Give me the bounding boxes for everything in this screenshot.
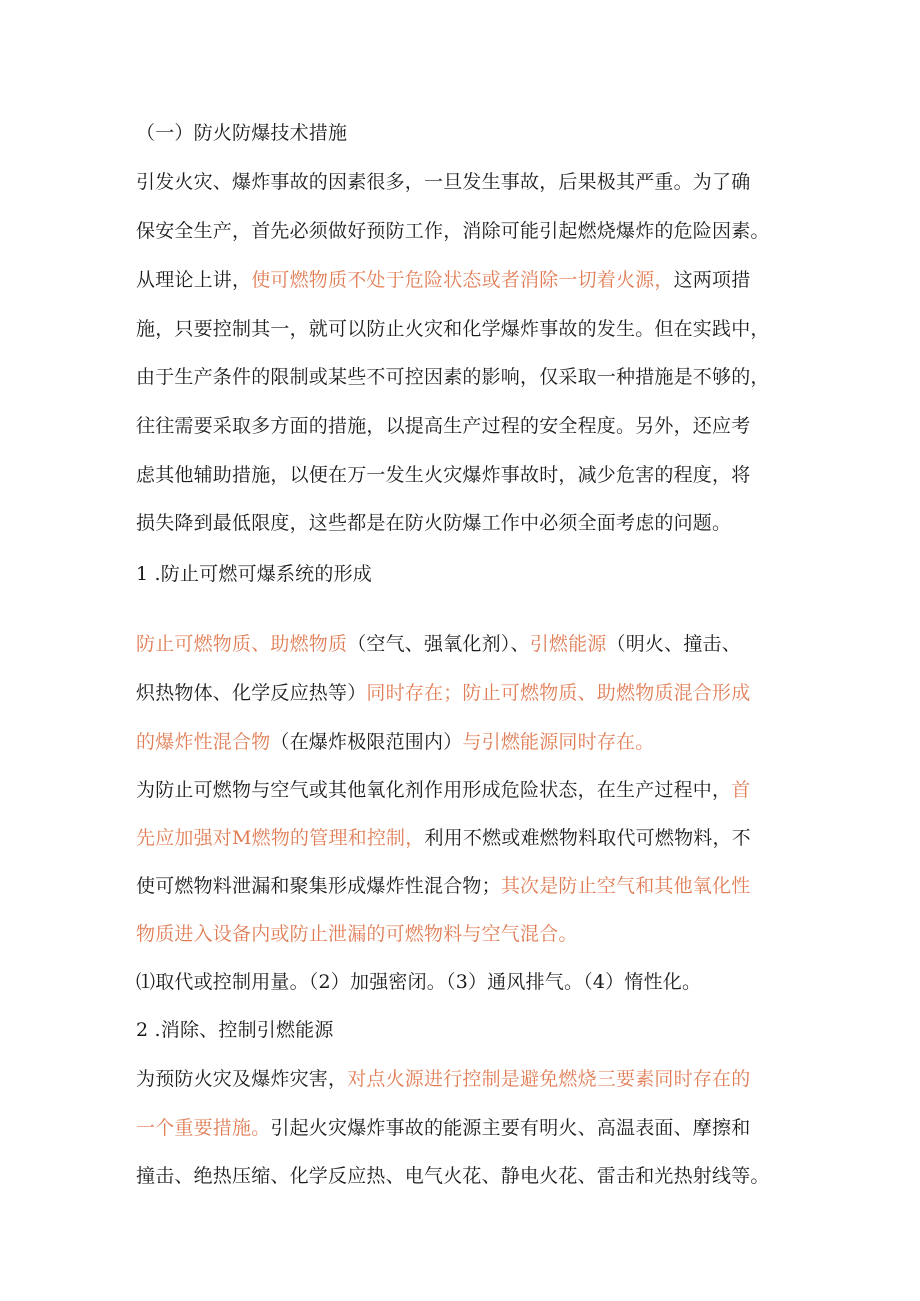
paragraph-line [136,1116,796,1140]
text-span: 引起火灾爆炸事故的能源主要有明火、高温表面、摩擦和 [270,1117,751,1139]
text-span: 从理论上讲， [136,269,252,291]
text-span: 为防止可燃物与空气或其他氧化剂作用形成危险状态，在生产过程中， [136,779,732,801]
highlighted-text: 对点火源进行控制是避免燃烧三要素同时存在的 [347,1068,751,1090]
highlighted-text: 一个重要措施。 [136,1117,271,1139]
paragraph-line: 损失降到最低限度，这些都是在防火防爆工作中必须全面考虑的问题。 [136,512,732,534]
paragraph-line: 虑其他辅助措施，以便在万一发生火灾爆炸事故时，减少危害的程度，将 [136,464,751,486]
measures-list: ⑴取代或控制用量。（2）加强密闭。（3）通风排气。（4）惰性化。 [136,971,702,993]
highlighted-text: 先应加强对M燃物的管理和控制， [136,827,425,849]
highlighted-text: 引燃能源 [529,633,607,655]
paragraph-line [136,778,796,802]
highlighted-text: 使可燃物质不处于危险状态或者消除一切着火源， [251,269,674,291]
paragraph-line [136,681,796,705]
paragraph-line: 保安全生产，首先必须做好预防工作，消除可能引起燃烧爆炸的危险因素。 [136,220,770,242]
paragraph-line: 引发火灾、爆炸事故的因素很多，一旦发生事故，后果极其严重。为了确 [136,171,751,193]
paragraph-line [136,1067,796,1091]
text-span: 这两项措 [673,269,751,291]
paragraph-line: 物质进入设备内或防止泄漏的可燃物料与空气混合。 [136,923,578,945]
paragraph-line: 施，只要控制其一，就可以防止火灾和化学爆炸事故的发生。但在实践中， [136,318,770,340]
paragraph-line [136,268,796,292]
highlighted-text: 首 [731,779,751,801]
text-span: （明火、撞击、 [606,633,741,655]
paragraph-line: 往往需要采取多方面的措施，以提高生产过程的安全程度。另外，还应考 [136,415,751,437]
text-span: 利用不燃或难燃物料取代可燃物料，不 [424,827,751,849]
paragraph-line [136,730,796,754]
subheading-1: 1 .防止可燃可爆系统的形成 [136,563,372,585]
paragraph-line: 由于生产条件的限制或某些不可控因素的影响，仅采取一种措施是不够的， [136,366,770,388]
paragraph-line [136,826,796,850]
text-span: 炽热物体、化学反应热等） [136,682,367,704]
paragraph-line [136,632,796,656]
highlighted-text: 的爆炸性混合物 [136,731,271,753]
highlighted-text: 与引燃能源同时存在。 [462,731,655,753]
highlighted-text: 其次是防止空气和其他氧化性 [500,875,751,897]
highlighted-text: 同时存在；防止可燃物质、助燃物质混合形成 [366,682,751,704]
text-span: （在爆炸极限范围内） [270,731,463,753]
subheading-2: 2 .消除、控制引燃能源 [136,1019,334,1041]
section-title: （一）防火防爆技术措施 [136,122,348,144]
highlighted-text: 防止可燃物质、助燃物质 [136,633,348,655]
text-span: （空气、强氧化剂）、 [347,633,530,655]
paragraph-line: 撞击、绝热压缩、化学反应热、电气火花、静电火花、雷击和光热射线等。 [136,1165,770,1187]
text-span: 使可燃物料泄漏和聚集形成爆炸性混合物； [136,875,501,897]
paragraph-line [136,874,796,898]
text-span: 为预防火灾及爆炸灾害， [136,1068,348,1090]
